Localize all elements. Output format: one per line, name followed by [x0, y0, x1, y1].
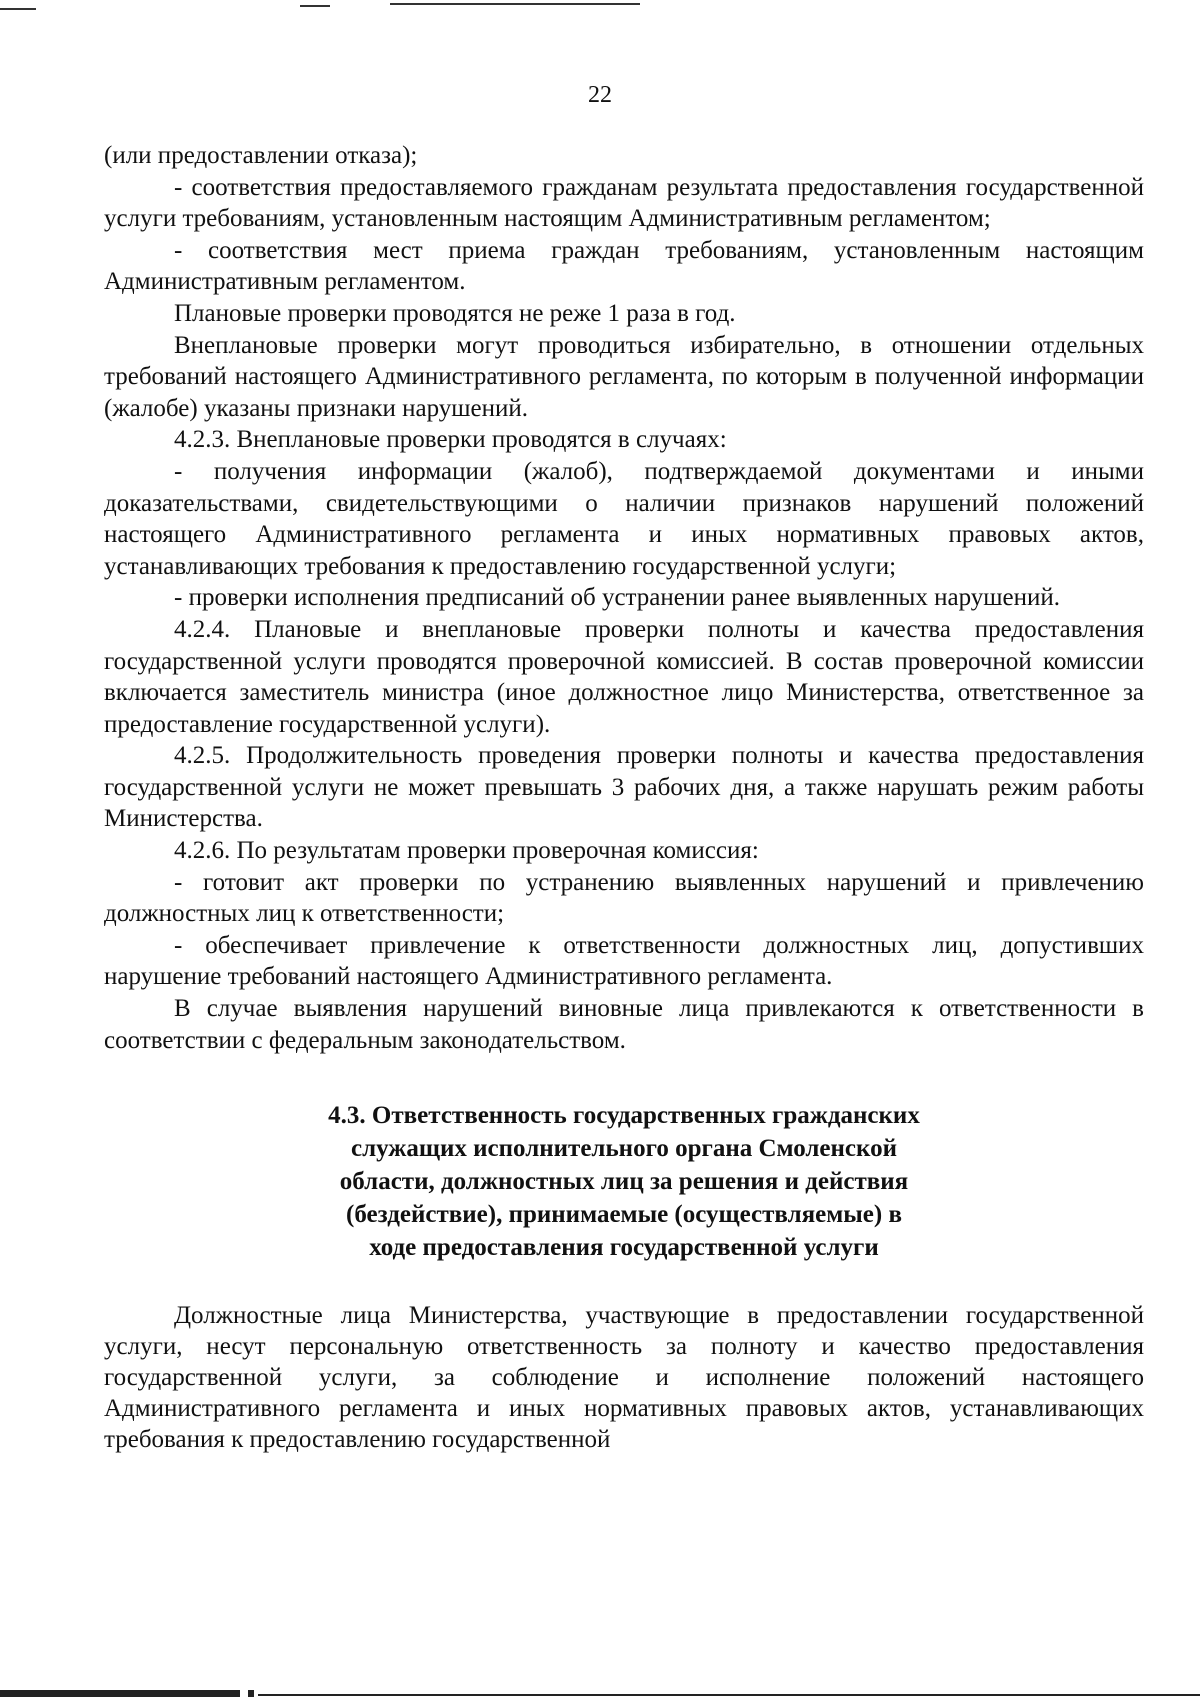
paragraph: - обеспечивает привлечение к ответственности должностных лиц, допустивших нарушение требований настоящего Административного регламента. [104, 931, 1144, 991]
section-heading-line: (бездействие), принимаемые (осуществляемые) в [346, 1201, 902, 1229]
paragraph: 4.2.6. По результатам проверки проверочная комиссия: [174, 837, 759, 865]
document-body [104, 140, 1144, 1455]
paragraph: - соответствия предоставляемого гражданам результата предоставления государственной услуги требованиям, установленным настоящим Административным регламентом; [104, 173, 1144, 233]
paragraph: (или предоставлении отказа); [104, 142, 418, 169]
section-heading-line: ходе предоставления государственной услуги [369, 1234, 879, 1262]
paragraph: Внеплановые проверки могут проводиться избирательно, в отношении отдельных требований настоящего Административного регламента, по которым в полученной информации (жалобе) указаны признаки нарушений. [104, 331, 1144, 422]
scan-bottom-edge [0, 1690, 1200, 1698]
page-number: 22 [588, 82, 612, 108]
paragraph: - получения информации (жалоб), подтверждаемой документами и иными доказательствами, свидетельствующими о наличии признаков нарушений положений настоящего Административного регламента и иных нормативных правовых актов, устанавливающих требования к предоставлению государственной услуги; [104, 457, 1144, 580]
section-heading-line: служащих исполнительного органа Смоленской [350, 1135, 898, 1163]
scan-top-marks [0, 0, 1200, 14]
paragraph: 4.2.5. Продолжительность проведения проверки полноты и качества предоставления государственной услуги не может превышать 3 рабочих дня, а также нарушать режим работы Министерства. [104, 742, 1144, 833]
paragraph: - проверки исполнения предписаний об устранении ранее выявленных нарушений. [174, 584, 1060, 612]
paragraph: 4.2.3. Внеплановые проверки проводятся в случаях: [174, 426, 727, 454]
paragraph: В случае выявления нарушений виновные лица привлекаются к ответственности в соответствии с федеральным законодательством. [104, 995, 1144, 1054]
section-heading [104, 1099, 1144, 1264]
paragraph: - соответствия мест приема граждан требованиям, установленным настоящим Административным регламентом. [104, 236, 1144, 296]
section-heading-line: 4.3. Ответственность государственных гражданских [328, 1102, 920, 1130]
section-paragraph: Должностные лица Министерства, участвующие в предоставлении государственной услуги, несут персональную ответственность за полноту и качество предоставления государственной услуги, за соблюдение и исполнение положений настоящего Административного регламента и иных нормативных правовых актов, устанавливающих требования к предоставлению государственной [104, 1302, 1144, 1454]
paragraph: 4.2.4. Плановые и внеплановые проверки полноты и качества предоставления государственной услуги проводятся проверочной комиссией. В состав проверочной комиссии включается заместитель министра (иное должностное лицо Министерства, ответственное за предоставление государственной услуги). [104, 615, 1144, 738]
section-heading-line: области, должностных лиц за решения и действия [339, 1168, 909, 1196]
paragraph: Плановые проверки проводятся не реже 1 раза в год. [174, 299, 736, 327]
paragraph: - готовит акт проверки по устранению выявленных нарушений и привлечению должностных лиц к ответственности; [104, 868, 1144, 928]
